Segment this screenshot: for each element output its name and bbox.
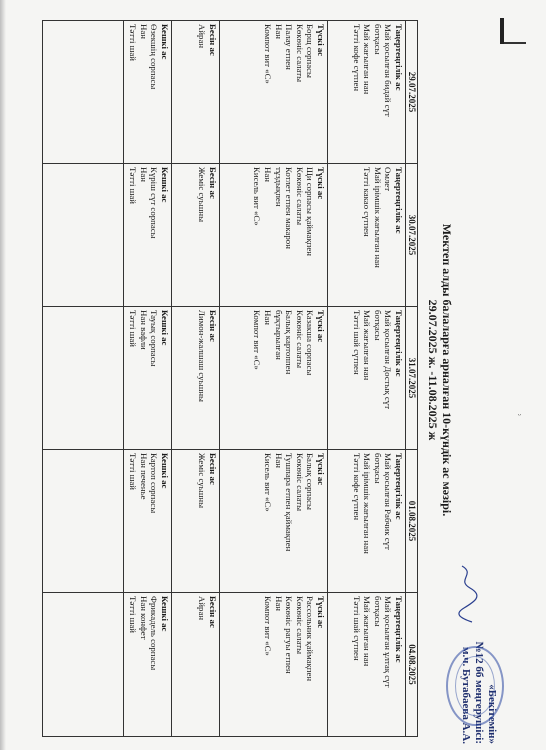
meal-name: Таңертеңгілік ас — [394, 596, 404, 663]
dish-line: Май ірімшік жағылған нан — [362, 453, 373, 554]
date-header: 31.07.2025 — [406, 307, 418, 450]
dish-line: Тәтті шай — [128, 167, 139, 204]
dish-line: Нан — [138, 24, 149, 39]
meal-name: Бесін ас — [208, 596, 218, 628]
snack-cell — [172, 21, 220, 164]
dish-line: Жеміс суьшны — [197, 167, 208, 223]
date-header: 29.07.2025 — [406, 21, 418, 164]
dish-line: Жеміс суьшны — [197, 453, 208, 509]
dish-line: Май қосылған Достық сүт — [383, 310, 394, 410]
empty-cell — [43, 21, 124, 164]
dish-line: Котлет етпен макарон — [284, 167, 295, 249]
lunch-cell — [220, 593, 328, 737]
meal-name: Кешкі ас — [160, 24, 170, 60]
dish-line: Кисель вит «С» — [252, 167, 263, 226]
dish-line: Май жағылған нан — [362, 310, 373, 381]
breakfast-row — [328, 21, 406, 737]
dish-line: Нан — [273, 24, 284, 39]
title-line-2: 29.07.2025 ж. -11.08.2025 ж — [426, 299, 440, 441]
dish-line: Борщ сорпасы — [305, 24, 316, 78]
dinner-cell — [124, 21, 172, 164]
date-header: 04.08.2025 — [406, 593, 418, 737]
approval-line-3: м.ч. Бутабаева А.А. — [460, 647, 472, 744]
empty-cell — [43, 593, 124, 737]
dish-line: ботқасы — [372, 24, 383, 55]
dish-line: Нан конфет — [138, 596, 149, 640]
meal-name: Таңертеңгілік ас — [394, 167, 404, 234]
dish-line: Май жағылған нан — [362, 24, 373, 95]
dish-line: Нан вафли — [138, 310, 149, 350]
dinner-row — [124, 21, 172, 737]
dish-line: Тәтті шай — [128, 596, 139, 633]
dish-line: Нан — [263, 167, 274, 182]
snack-row — [172, 21, 220, 737]
dish-line: Нан — [138, 167, 149, 182]
rotated-document — [8, 20, 498, 750]
empty-row — [43, 21, 124, 737]
dish-line: Палау етпен — [284, 24, 295, 70]
dish-line: Май қосылған ұлтақ сүт — [383, 596, 394, 688]
meal-name: Кешкі ас — [160, 596, 170, 632]
approval-block — [459, 544, 498, 744]
dish-line: Компот вит «С» — [263, 596, 274, 656]
dish-line: Тәтті шай — [128, 310, 139, 347]
seal-stamp — [446, 646, 504, 726]
dish-line: Компот вит «С» — [252, 310, 263, 370]
dish-line: Көкөніс салаты — [294, 167, 305, 226]
menu-table — [42, 20, 418, 737]
dinner-cell — [124, 450, 172, 593]
dish-line: Тәтті кофе сүтпен — [351, 453, 362, 521]
meal-name: Бесін ас — [208, 24, 218, 56]
meal-name: Түскі ас — [316, 453, 326, 486]
meal-name: Таңертеңгілік ас — [394, 310, 404, 377]
dish-line: Өзекшің сорпасы — [149, 24, 160, 90]
meal-name: Таңертеңгілік ас — [394, 24, 404, 91]
dish-line: Май ірімшік жағылған нан — [372, 167, 383, 268]
lunch-cell — [220, 450, 328, 593]
meal-name: Кешкі ас — [160, 167, 170, 203]
dish-line: Рассольник қаймақпен — [305, 596, 316, 682]
dish-line: Казакша сорпасы — [305, 310, 316, 376]
dish-line: Көкөніс рагуы етпен — [284, 596, 295, 674]
dish-line: Күріш сүт сорпасы — [149, 167, 160, 239]
dish-line: Көкөніс салаты — [294, 453, 305, 512]
breakfast-cell — [328, 450, 406, 593]
dish-line: Балық картоппен — [284, 310, 295, 375]
empty-cell — [43, 450, 124, 593]
empty-cell — [43, 307, 124, 450]
snack-cell — [172, 450, 220, 593]
page-dot: ᵕ — [518, 410, 521, 421]
dish-line: Нан — [273, 596, 284, 611]
corner-mark — [500, 18, 504, 44]
meal-name: Бесін ас — [208, 310, 218, 342]
dish-line: Нан — [273, 453, 284, 468]
dinner-cell — [124, 164, 172, 307]
breakfast-cell — [328, 21, 406, 164]
scan-edge-shadow — [0, 0, 6, 750]
lunch-row — [220, 21, 328, 737]
dish-line: Тәтті шай — [128, 453, 139, 490]
dish-line: Тәтті какао сүтпен — [362, 167, 373, 237]
dish-line: Май қосылған Рабчик сүт — [383, 453, 394, 550]
meal-name: Түскі ас — [316, 167, 326, 200]
lunch-cell — [220, 164, 328, 307]
dish-line: Тауық сорпасы — [149, 310, 160, 367]
meal-name: Түскі ас — [316, 596, 326, 629]
dish-line: Тәтті шай — [128, 24, 139, 61]
meal-name: Түскі ас — [316, 24, 326, 57]
dish-line: Лимон-жалшаш суьшны — [197, 310, 208, 402]
dish-line: Май қосылған бидай сүт — [383, 24, 394, 117]
dish-line: Айран — [197, 596, 208, 621]
signature-mark — [456, 564, 478, 624]
snack-cell — [172, 307, 220, 450]
title-line-1: Мектеп алды балаларға арналған 10-күндік ас мәзірі. — [440, 223, 454, 517]
dish-line: Нан — [263, 310, 274, 325]
meal-name: Кешкі ас — [160, 310, 170, 346]
dish-line: Көкөніс салаты — [294, 310, 305, 369]
dish-line: Тәтті шай сүтпен — [351, 596, 362, 661]
meal-name: Таңертеңгілік ас — [394, 453, 404, 520]
dinner-cell — [124, 593, 172, 737]
breakfast-cell — [328, 164, 406, 307]
breakfast-cell — [328, 593, 406, 737]
meal-name: Бесін ас — [208, 167, 218, 199]
dish-line: ботқасы — [372, 453, 383, 484]
dinner-cell — [124, 307, 172, 450]
dish-line: Көкөніс салаты — [294, 24, 305, 83]
lunch-cell — [220, 307, 328, 450]
dish-line: тұздықпен — [273, 167, 284, 207]
date-header: 01.08.2025 — [406, 450, 418, 593]
dish-line: Айран — [197, 24, 208, 49]
dish-line: Балық сорпасы — [305, 453, 316, 510]
dish-line: Картоп сорпасы — [149, 453, 160, 514]
meal-name: Кешкі ас — [160, 453, 170, 489]
date-header: 30.07.2025 — [406, 164, 418, 307]
dish-line: Май жағылған нан — [362, 596, 373, 667]
dish-line: Фрикадель сорпасы — [149, 596, 160, 671]
meal-name: Түскі ас — [316, 310, 326, 343]
date-header-row — [406, 21, 418, 737]
dish-line: Тәтті шай сүтпен — [351, 310, 362, 375]
dish-line: Щи сорпасы қаймақпен — [305, 167, 316, 256]
dish-line: Көкөніс салаты — [294, 596, 305, 655]
dish-line: бұқтырылған — [273, 310, 284, 360]
approval-line-2: №12 бб меңгерушісі: — [473, 641, 485, 744]
dish-line: ботқасы — [372, 596, 383, 627]
dish-line: Нан печенье — [138, 453, 149, 500]
document-title — [426, 150, 454, 590]
corner-dash — [504, 42, 526, 44]
dish-line: Омлет — [383, 167, 394, 192]
empty-cell — [43, 164, 124, 307]
dish-line: Тәтті кофе сүтпен — [351, 24, 362, 92]
breakfast-cell — [328, 307, 406, 450]
snack-cell — [172, 164, 220, 307]
dish-line: Компот вит «С» — [263, 24, 274, 84]
lunch-cell — [220, 21, 328, 164]
dish-line: Тушпара етпен қаймақпен — [284, 453, 295, 552]
meal-name: Бесін ас — [208, 453, 218, 485]
dish-line: ботқасы — [372, 310, 383, 341]
dish-line: Кисель вит «С» — [263, 453, 274, 512]
approval-line-1: «Бекітемін» — [486, 684, 498, 744]
snack-cell — [172, 593, 220, 737]
